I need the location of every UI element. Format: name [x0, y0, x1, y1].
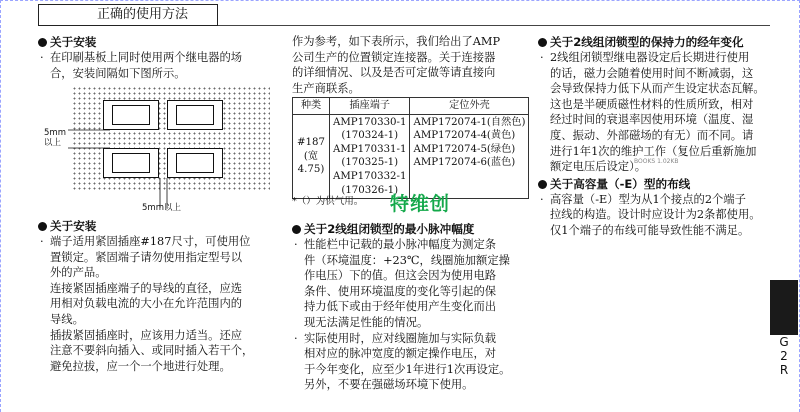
relay-spacing-diagram — [44, 86, 270, 213]
bullet-mark: · — [40, 235, 44, 248]
page-title: 正确的使用方法 — [38, 4, 218, 26]
table-header-housing: 定位外壳 — [410, 98, 529, 115]
section-heading-installation-2: 关于安装 — [38, 218, 278, 234]
bullet-dot-icon — [292, 225, 301, 234]
title-rule — [218, 25, 770, 26]
bullet-mark: · — [294, 331, 298, 345]
table-cell-type: #187 (宽4.75) — [293, 114, 330, 199]
paragraph-min-pulse-1: · 性能栏中记载的最小脉冲幅度为测定条 件（环境温度：+23℃，线圈施加额定操 作电压）下的值。但这会因为使用电路 条件、使用环境温度的变化等引起的保 持力低下或由于经年使用产生变化而出 现无法满足性能的情况。 — [294, 238, 510, 329]
table-cell-housings: AMP172074-1(自然色) AMP172074-4(黄色) AMP172074-5(绿色) AMP172074-6(蓝色) — [410, 114, 529, 199]
section-heading-min-pulse: 关于2线组闭锁型的最小脉冲幅度 — [292, 221, 537, 237]
table-header-type: 种类 — [293, 98, 330, 115]
column-2 — [292, 34, 537, 96]
connector-table — [292, 97, 529, 199]
dimension-lines — [50, 86, 270, 216]
section-heading-high-capacity: 关于高容量（-E）型的布线 — [538, 176, 770, 192]
section-heading-holding-force: 关于2线组闭锁型的保持力的经年变化 — [538, 34, 770, 50]
page-border-top — [0, 0, 800, 1]
bullet-dot-icon — [538, 38, 547, 47]
column-3 — [538, 34, 770, 239]
paragraph-installation-2: · 端子适用紧固插座#187尺寸，可使用位 置锁定。紧固端子请勿使用指定型号以 外的产品。 连接紧固插座端子的导线的直径，应选 用相对负载电流的大小在允许范围内的 导线。 插拔紧固插座时，应该用力适当。还应 注意不要斜向插入、或同时插入若干个， 避免拉拔，应一个一个地进行处理。 — [40, 235, 254, 373]
bullet-mark: · — [294, 238, 298, 251]
table-row — [293, 114, 529, 199]
bullet-mark: · — [40, 51, 44, 64]
column-1 — [38, 34, 278, 81]
bullet-dot-icon — [38, 38, 47, 47]
watermark-text: 特维创 — [390, 193, 451, 215]
chapter-tab — [770, 280, 798, 335]
column-1-lower — [38, 218, 278, 374]
table-header-terminal: 插座端子 — [330, 98, 410, 115]
bullet-dot-icon — [538, 180, 547, 189]
table-header-row — [293, 98, 529, 115]
dimension-label-horizontal: 5mm以上 — [142, 203, 181, 213]
section-heading-installation-1: 关于安装 — [38, 34, 278, 50]
table-cell-terminals: AMP170330-1 (170324-1) AMP170331-1 (170325-1) AMP170332-1 (170326-1) — [330, 114, 410, 199]
connector-intro: 作为参考，如下表所示，我们给出了AMP 公司生产的位置锁定连接器。关于连接器 的详细情况、以及是否可定做等请直接向 生产商联系。 — [292, 35, 501, 95]
paragraph-holding-force: · 2线组闭锁型继电器设定后长期进行使用 的话，磁力会随着使用时间不断减弱，这 会导致保持力低下从而产生设定状态瓦解。 这也是半硬质磁性材料的性质所致，相对 经过时间的衰退率因使用环境（温度、湿 度、振动、外部磁场的有无）而不同。请 进行1年1次的维护工作（复位后重新施加 额定电压后设定）。 — [540, 51, 765, 174]
paragraph-installation-1: · 在印刷基板上同时使用两个继电器的场 合，安装间隔如下图所示。 — [40, 51, 243, 80]
column-2-lower — [292, 221, 537, 393]
paragraph-high-capacity: · 高容量（-E）型为从1个接点的2个端子 拉线的构造。设计时应设计为2条都使用。 仅1个端子的布线可能导致性能不满足。 — [540, 192, 761, 237]
bullet-mark: · — [540, 51, 544, 64]
table-footnote: *（）为供气用。 — [292, 196, 364, 207]
bullet-dot-icon — [38, 222, 47, 231]
bullet-mark: · — [540, 192, 544, 206]
chapter-tab-label: G 2 R — [779, 335, 789, 377]
tiny-mark: BOOKS 1.02KB — [634, 158, 679, 165]
dimension-label-vertical: 5mm 以上 — [44, 128, 66, 148]
paragraph-min-pulse-2: · 实际使用时，应对线圈施加与实际负载 相对应的脉冲宽度的额定操作电压，对 于今年变化，应至少1年进行1次再设定。 另外，不要在强磁场环境下使用。 — [294, 331, 511, 392]
page-border-left — [0, 0, 1, 412]
